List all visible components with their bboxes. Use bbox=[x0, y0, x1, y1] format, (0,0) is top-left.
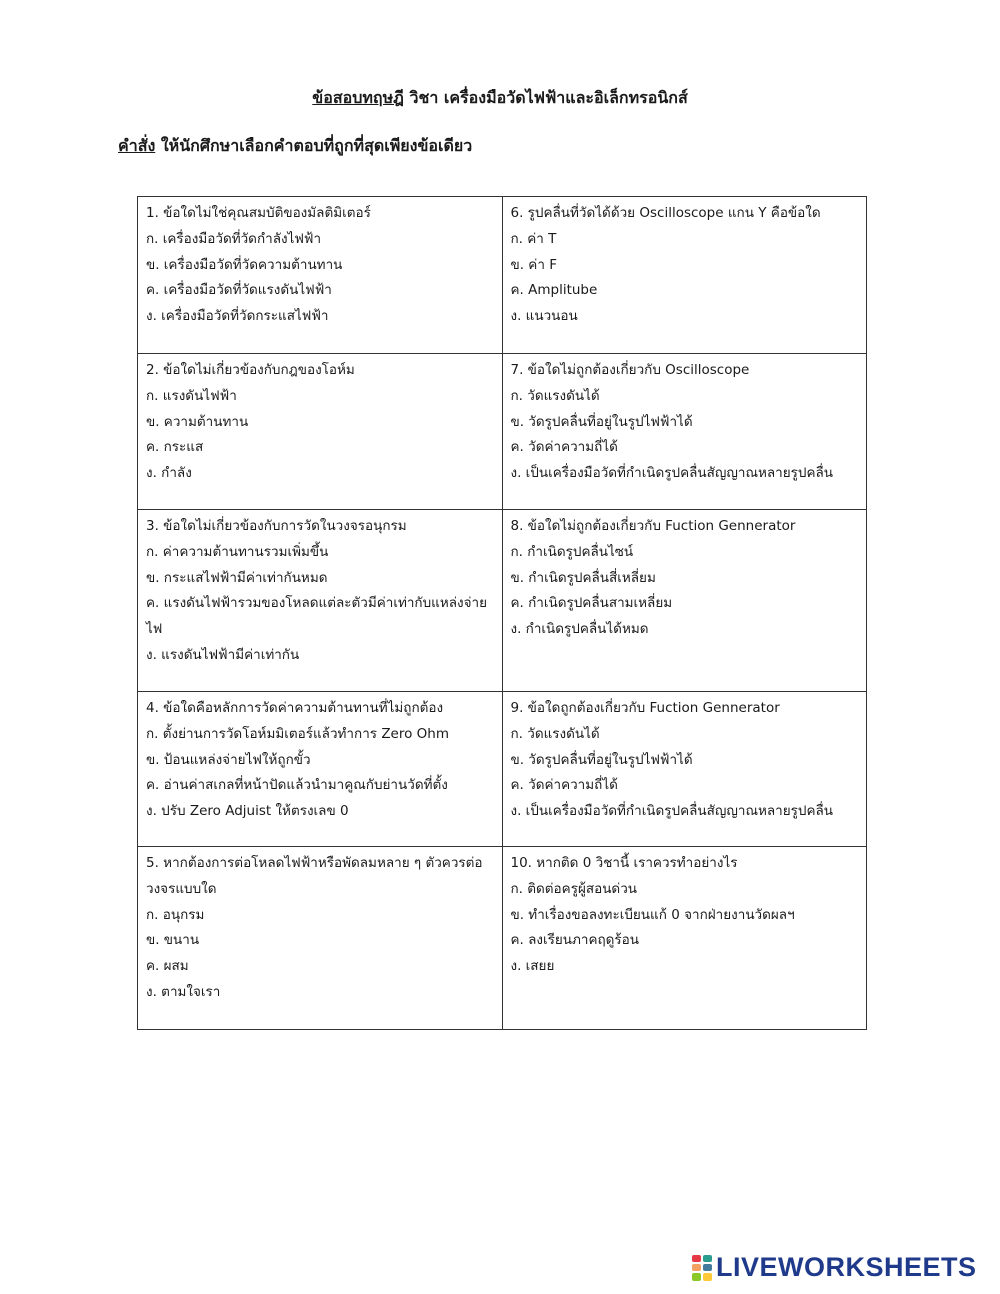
answer-option[interactable]: ก. วัดแรงดันได้ bbox=[510, 387, 600, 404]
answer-option[interactable]: ข. กำเนิดรูปคลื่นสี่เหลี่ยม bbox=[510, 569, 656, 586]
answer-option[interactable]: ก. วัดแรงดันได้ bbox=[510, 725, 600, 742]
question-cell bbox=[138, 510, 503, 692]
logo-block bbox=[703, 1273, 712, 1280]
question-text: 4. ข้อใดคือหลักการวัดค่าความต้านทานที่ไม่ถูกต้อง bbox=[146, 700, 444, 716]
answer-option[interactable]: ข. กระแสไฟฟ้ามีค่าเท่ากันหมด bbox=[146, 569, 328, 586]
answer-option[interactable]: ค. ผสม bbox=[146, 958, 189, 975]
answer-option[interactable]: ค. Amplitube bbox=[510, 282, 598, 299]
table-row bbox=[138, 510, 867, 692]
answer-option[interactable]: ง. กำลัง bbox=[146, 465, 192, 482]
answer-option[interactable]: ง. แนวนอน bbox=[510, 308, 578, 325]
answer-option[interactable]: ก. แรงดันไฟฟ้า bbox=[146, 387, 237, 404]
answer-option[interactable]: ง. เป็นเครื่องมือวัดที่กำเนิดรูปคลื่นสัญญาณหลายรูปคลื่น bbox=[510, 803, 834, 820]
answer-option[interactable]: ก. เครื่องมือวัดที่วัดกำลังไฟฟ้า bbox=[146, 230, 322, 247]
answer-option[interactable]: ก. อนุกรม bbox=[146, 906, 205, 923]
question-cell bbox=[502, 510, 867, 692]
liveworksheets-brand[interactable] bbox=[692, 1252, 977, 1283]
brand-name: LIVEWORKSHEETS bbox=[716, 1252, 977, 1282]
answer-option[interactable]: ค. กระแส bbox=[146, 439, 204, 456]
question-text: 6. รูปคลื่นที่วัดได้ด้วย Oscilloscope แกน Y คือข้อใด bbox=[510, 205, 821, 221]
title-underlined: ข้อสอบทฤษฎี bbox=[312, 88, 404, 107]
answer-option[interactable]: ค. แรงดันไฟฟ้ารวมของโหลดแต่ละตัวมีค่าเท่ากับแหล่งจ่ายไฟ bbox=[146, 595, 488, 638]
answer-option[interactable]: ง. ปรับ Zero Adjuist ให้ตรงเลข 0 bbox=[146, 803, 349, 820]
question-cell bbox=[502, 692, 867, 847]
liveworksheets-logo-icon bbox=[692, 1255, 712, 1281]
logo-block bbox=[692, 1264, 701, 1271]
question-text: 7. ข้อใดไม่ถูกต้องเกี่ยวกับ Oscilloscope bbox=[510, 362, 750, 378]
logo-block bbox=[703, 1255, 712, 1262]
answer-option[interactable]: ค. เครื่องมือวัดที่วัดแรงดันไฟฟ้า bbox=[146, 282, 332, 299]
question-cell bbox=[502, 847, 867, 1030]
answer-option[interactable]: ข. ค่า F bbox=[510, 256, 557, 273]
answer-option[interactable]: ข. ขนาน bbox=[146, 932, 200, 949]
question-text: 5. หากต้องการต่อโหลดไฟฟ้าหรือพัดลมหลาย ๆ ตัวควรต่อวงจรแบบใด bbox=[146, 855, 483, 897]
answer-option[interactable]: ก. ค่า T bbox=[510, 230, 557, 247]
answer-option[interactable]: ง. เป็นเครื่องมือวัดที่กำเนิดรูปคลื่นสัญญาณหลายรูปคลื่น bbox=[510, 465, 834, 482]
question-cell bbox=[138, 354, 503, 510]
answer-option[interactable]: ข. เครื่องมือวัดที่วัดความต้านทาน bbox=[146, 256, 343, 273]
logo-block bbox=[692, 1273, 701, 1280]
table-row bbox=[138, 354, 867, 510]
question-table bbox=[137, 196, 867, 1030]
answer-option[interactable]: ข. วัดรูปคลื่นที่อยู่ในรูปไฟฟ้าได้ bbox=[510, 413, 693, 430]
title-rest: วิชา เครื่องมือวัดไฟฟ้าและอิเล็กทรอนิกส์ bbox=[403, 88, 688, 107]
answer-option[interactable]: ง. เสยย bbox=[510, 958, 555, 975]
answer-option[interactable]: ง. กำเนิดรูปคลื่นได้หมด bbox=[510, 621, 649, 638]
table-row bbox=[138, 197, 867, 354]
instruction bbox=[118, 134, 472, 159]
instruction-label: คำสั่ง bbox=[118, 136, 156, 155]
table-row bbox=[138, 847, 867, 1030]
answer-option[interactable]: ก. ติดต่อครูผู้สอนด่วน bbox=[510, 880, 638, 897]
question-text: 9. ข้อใดถูกต้องเกี่ยวกับ Fuction Gennerator bbox=[510, 700, 780, 716]
answer-option[interactable]: ค. ลงเรียนภาคฤดูร้อน bbox=[510, 932, 640, 949]
question-text: 10. หากติด 0 วิชานี้ เราควรทำอย่างไร bbox=[510, 855, 738, 871]
question-text: 3. ข้อใดไม่เกี่ยวข้องกับการวัดในวงจรอนุกรม bbox=[146, 518, 407, 534]
question-cell bbox=[502, 197, 867, 354]
answer-option[interactable]: ก. กำเนิดรูปคลื่นไซน์ bbox=[510, 543, 634, 560]
instruction-text: ให้นักศึกษาเลือกคำตอบที่ถูกที่สุดเพียงข้อเดียว bbox=[155, 136, 473, 155]
logo-block bbox=[692, 1255, 701, 1262]
answer-option[interactable]: ง. เครื่องมือวัดที่วัดกระแสไฟฟ้า bbox=[146, 308, 329, 325]
question-cell bbox=[138, 692, 503, 847]
answer-option[interactable]: ก. ค่าความต้านทานรวมเพิ่มขึ้น bbox=[146, 543, 329, 560]
answer-option[interactable]: ค. วัดค่าความถี่ได้ bbox=[510, 439, 618, 456]
question-text: 2. ข้อใดไม่เกี่ยวข้องกับกฎของโอห์ม bbox=[146, 362, 355, 378]
answer-option[interactable]: ก. ตั้งย่านการวัดโอห์มมิเตอร์แล้วทำการ Zero Ohm bbox=[146, 725, 450, 742]
logo-block bbox=[703, 1264, 712, 1271]
answer-option[interactable]: ค. อ่านค่าสเกลที่หน้าปัดแล้วนำมาคูณกับย่านวัดที่ตั้ง bbox=[146, 777, 448, 794]
answer-option[interactable]: ข. ป้อนแหล่งจ่ายไฟให้ถูกขั้ว bbox=[146, 751, 311, 768]
table-row bbox=[138, 692, 867, 847]
answer-option[interactable]: ข. วัดรูปคลื่นที่อยู่ในรูปไฟฟ้าได้ bbox=[510, 751, 693, 768]
question-text: 8. ข้อใดไม่ถูกต้องเกี่ยวกับ Fuction Gennerator bbox=[510, 518, 796, 534]
question-cell bbox=[138, 847, 503, 1030]
answer-option[interactable]: ค. กำเนิดรูปคลื่นสามเหลี่ยม bbox=[510, 595, 673, 612]
answer-option[interactable]: ค. วัดค่าความถี่ได้ bbox=[510, 777, 618, 794]
worksheet-title bbox=[0, 86, 1000, 111]
question-cell bbox=[502, 354, 867, 510]
question-text: 1. ข้อใดไม่ใช่คุณสมบัติของมัลติมิเตอร์ bbox=[146, 205, 371, 221]
answer-option[interactable]: ง. แรงดันไฟฟ้ามีค่าเท่ากัน bbox=[146, 646, 300, 663]
answer-option[interactable]: ง. ตามใจเรา bbox=[146, 983, 221, 1000]
answer-option[interactable]: ข. ความต้านทาน bbox=[146, 413, 249, 430]
question-cell bbox=[138, 197, 503, 354]
answer-option[interactable]: ข. ทำเรื่องขอลงทะเบียนแก้ 0 จากฝ่ายงานวัดผลฯ bbox=[510, 906, 795, 923]
